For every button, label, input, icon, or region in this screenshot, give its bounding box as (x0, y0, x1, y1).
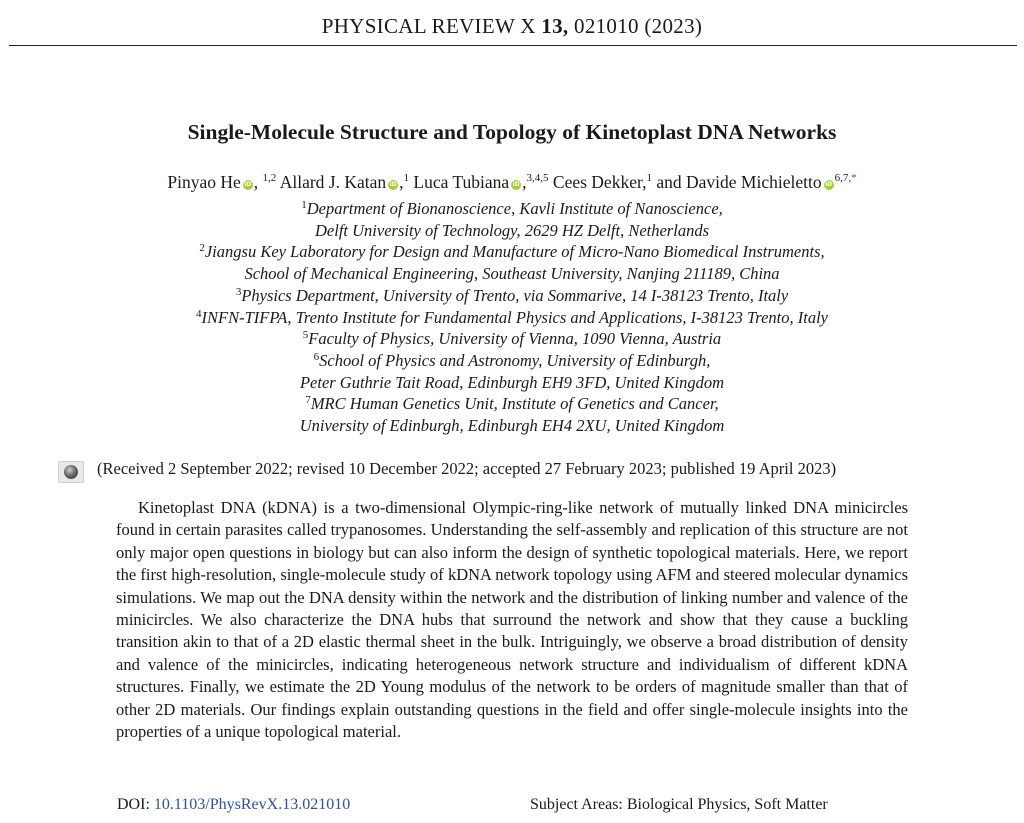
publication-dates: (Received 2 September 2022; revised 10 December 2022; accepted 27 February 2023; published 19 April 2023) (97, 459, 837, 478)
affiliation-line (0, 393, 1024, 415)
author-name[interactable]: Allard J. Katan (279, 172, 387, 192)
affiliation-line (0, 415, 1024, 437)
journal-header (0, 14, 1024, 39)
affiliation-marker: 7 (305, 394, 311, 407)
affiliation-line (0, 307, 1024, 329)
affiliation-line (0, 241, 1024, 263)
check-for-updates-disc (64, 465, 78, 479)
author-affiliation-marker: 1 (403, 172, 410, 184)
affiliation-text: University of Edinburgh, Edinburgh EH4 2XU, United Kingdom (299, 416, 725, 436)
affiliation-marker: 4 (195, 307, 202, 320)
affiliation-text: Faculty of Physics, University of Vienna, 1090 Vienna, Austria (308, 329, 722, 349)
affiliation-text: MRC Human Genetics Unit, Institute of Genetics and Cancer, (310, 394, 719, 414)
author-name[interactable]: Cees Dekker, (552, 172, 647, 192)
affiliation-line (0, 350, 1024, 372)
journal-volume: 13, (541, 14, 569, 38)
author-list: Pinyao He iD , $^{1,2}$ Allard J. Katan iD ,$^1$ Luca Tubiana iD ,$^{3,4,5}$ Cees Dekker,$^1$ and Davide Michieletto $iD^{6,7,*}$ (167, 172, 857, 192)
author-name[interactable]: Pinyao He (167, 172, 241, 192)
abstract: Kinetoplast DNA (kDNA) is a two-dimensional Olympic-ring-like network of mutually linked DNA minicircles found in certain parasites called trypanosomes. Understanding the self-assembly and replication of this structure are not only major open questions in biology but can also inform the design of synthetic topological materials. Here, we report the first high-resolution, single-molecule study of kDNA network topology using AFM and steered molecular dynamics simulations. We map out the DNA density within the network and the distribution of linking number and valence of the minicircles. We also characterize the DNA hubs that surround the network and show that they cause a buckling transition akin to that of a 2D elastic thermal sheet in the bulk. Intriguingly, we observe a broad distribution of density and valence of the minicircles, indicating heterogeneous network structure and individualism of different kDNA structures. Finally, we estimate the 2D Young modulus of the network to be orders of magnitude smaller than that of other 2D materials. Our findings explain outstanding questions in the field and offer single-molecule insights into the properties of a unique topological material. (116, 498, 908, 742)
affiliation-text: School of Physics and Astronomy, University of Edinburgh, (319, 350, 711, 370)
affiliation-line (0, 372, 1024, 394)
affiliation-marker: 1 (301, 199, 307, 211)
affiliation-line (0, 328, 1024, 350)
journal-name: PHYSICAL REVIEW X (321, 14, 536, 38)
author-name[interactable]: Davide Michieletto (686, 172, 822, 192)
subject-areas-label: Subject Areas: (530, 796, 623, 813)
affiliations (0, 198, 1024, 437)
affiliation-text: Delft University of Technology, 2629 HZ Delft, Netherlands (315, 220, 709, 240)
orcid-icon[interactable]: iD (244, 181, 252, 188)
affiliation-text: Jiangsu Key Laboratory for Design and Manufacture of Micro-Nano Biomedical Instruments, (204, 242, 825, 262)
affiliation-marker: 5 (302, 329, 309, 342)
affiliation-marker: 2 (199, 242, 205, 255)
affiliation-text: Physics Department, University of Trento, via Sommarive, 14 I-38123 Trento, Italy (241, 285, 789, 305)
subject-areas-value: Biological Physics, Soft Matter (626, 796, 828, 813)
author-affiliation-marker: 6,7, (834, 172, 852, 184)
author-name[interactable]: Luca Tubiana (413, 172, 510, 192)
author-affiliation-marker: 1,2 (262, 172, 277, 184)
author-separator: and (651, 172, 687, 192)
affiliation-marker: 6 (313, 350, 320, 363)
publication-history (0, 459, 1024, 481)
affiliation-line (0, 263, 1024, 285)
affiliation-text: INFN-TIFPA, Trento Institute for Fundamental Physics and Applications, I-38123 Trento, Italy (201, 307, 828, 327)
doi-link[interactable]: 10.1103/PhysRevX.13.021010 (153, 796, 351, 813)
affiliation-text: Department of Bionanoscience, Kavli Institute of Nanoscience, (306, 199, 723, 218)
article-number: 021010 (574, 14, 639, 38)
paper-title: Single-Molecule Structure and Topology of Kinetoplast DNA Networks (187, 120, 837, 144)
corresponding-author-link[interactable]: * (851, 172, 857, 184)
doi-label: DOI: (117, 796, 150, 813)
author-affiliation-marker: 1 (646, 172, 652, 184)
orcid-icon[interactable]: iD (825, 181, 833, 188)
affiliation-text: School of Mechanical Engineering, Southeast University, Nanjing 211189, China (244, 264, 780, 284)
orcid-icon[interactable]: iD (389, 181, 397, 188)
subject-areas (530, 796, 828, 814)
journal-year: (2023) (644, 14, 703, 38)
doi (117, 796, 350, 814)
affiliation-text: Peter Guthrie Tait Road, Edinburgh EH9 3FD, United Kingdom (299, 372, 725, 392)
affiliation-line (0, 220, 1024, 242)
affiliation-marker: 3 (235, 285, 242, 298)
affiliation-line (0, 198, 1024, 220)
check-for-updates-icon[interactable] (58, 461, 84, 483)
orcid-icon[interactable]: iD (512, 181, 520, 188)
affiliation-line (0, 285, 1024, 307)
header-divider (9, 45, 1017, 46)
author-separator: , (253, 172, 263, 192)
author-affiliation-marker: 3,4,5 (526, 172, 549, 184)
